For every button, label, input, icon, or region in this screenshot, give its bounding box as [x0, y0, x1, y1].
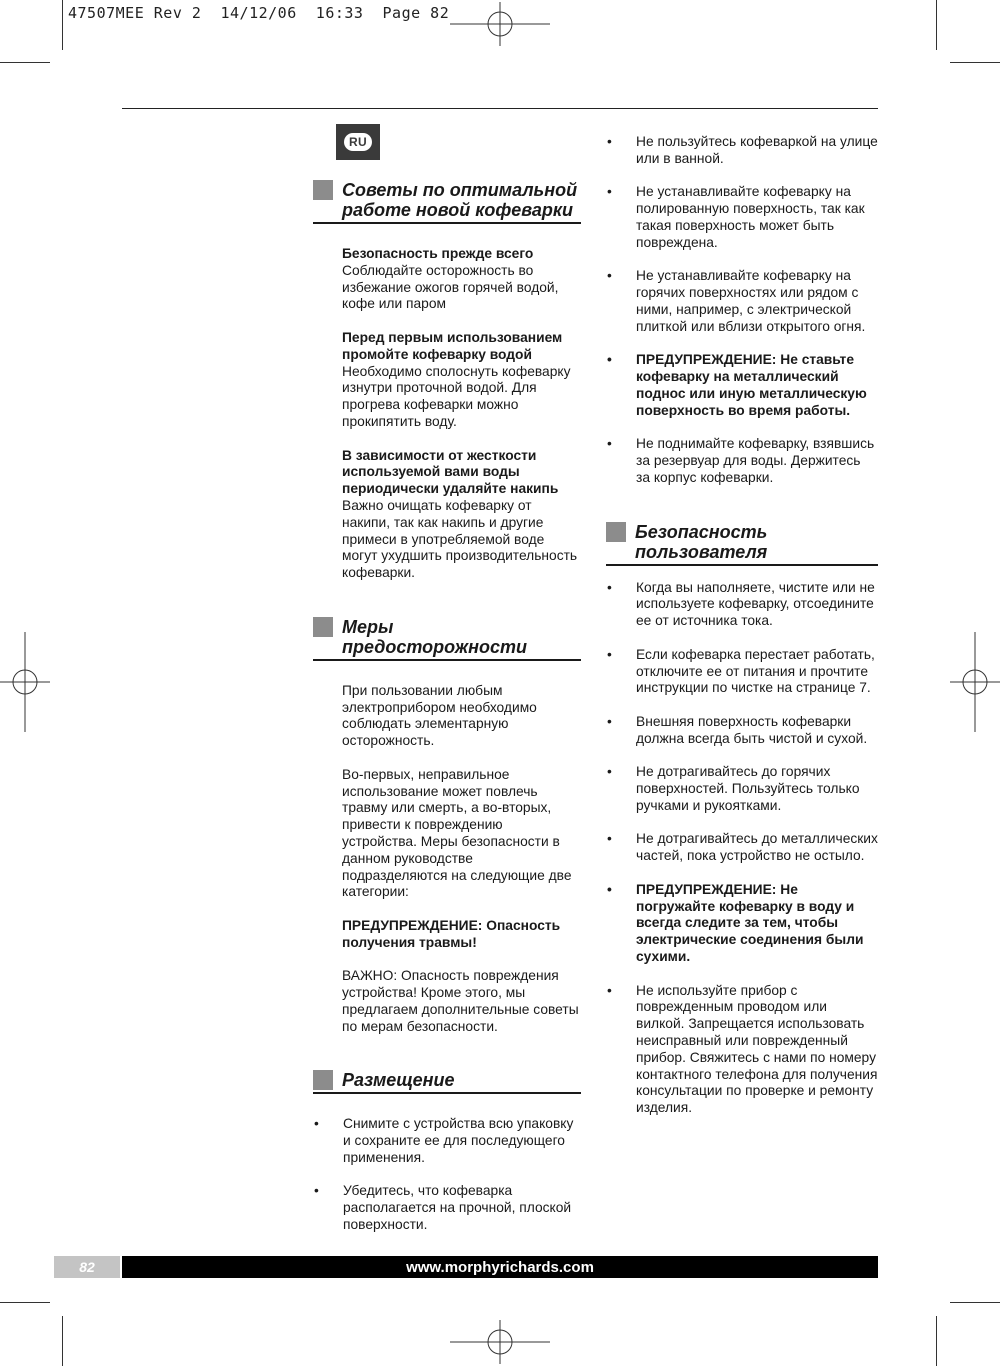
section-heading-tips [313, 178, 581, 224]
heading-text: Размещение [342, 1070, 455, 1091]
language-code: RU [344, 133, 372, 151]
paragraph [313, 246, 581, 313]
crop-mark [0, 62, 50, 63]
heading-text: Меры предосторожности [342, 616, 528, 657]
paragraph [313, 448, 581, 582]
list-item: • Не дотрагивайтесь до горячих поверхностей. Пользуйтесь только ручками и рукоятками. [606, 764, 878, 814]
crop-mark [936, 0, 937, 50]
placement-list-continued [606, 134, 878, 487]
list-item: • Не дотрагивайтесь до металлических частей, пока устройство не остыло. [606, 831, 878, 865]
user-safety-list [606, 580, 878, 1118]
crop-mark [950, 1302, 1000, 1303]
crop-mark [62, 1316, 63, 1366]
right-column [606, 134, 878, 1134]
list-item: • Снимите с устройства всю упаковку и сохраните ее для последующего применения. [313, 1116, 581, 1166]
section-heading-placement [313, 1068, 581, 1094]
paragraph-text: Соблюдайте осторожность во избежание ожогов горячей водой, кофе или паром [342, 262, 559, 312]
top-rule [122, 108, 878, 109]
list-item: • Не устанавливайте кофеварку на полированную поверхность, так как такая поверхность может быть повреждена. [606, 184, 878, 251]
registration-mark-icon [450, 1320, 550, 1364]
heading-square-icon [313, 180, 333, 200]
crop-mark [936, 1316, 937, 1366]
language-badge [336, 124, 380, 160]
paragraph-title: В зависимости от жесткости используемой вами воды периодически удаляйте накипь [342, 447, 559, 497]
footer-bar [122, 1256, 878, 1278]
registration-mark-icon [0, 632, 50, 732]
list-item: • Внешняя поверхность кофеварки должна всегда быть чистой и сухой. [606, 714, 878, 748]
print-header: 47507MEE Rev 2 14/12/06 16:33 Page 82 [68, 4, 450, 22]
paragraph [313, 918, 581, 952]
paragraph: При пользовании любым электроприбором необходимо соблюдать элементарную осторожность. [342, 682, 537, 749]
crop-mark [950, 62, 1000, 63]
section-heading-precautions [313, 615, 581, 661]
list-item: • Не используйте прибор с поврежденным проводом или вилкой. Запрещается использовать неисправный или поврежденный прибор. Свяжитесь с нами по номеру контактного телефона для получения консультации по проверке и ремонту изделия. [606, 983, 878, 1117]
placement-list [313, 1116, 581, 1234]
list-item: • Убедитесь, что кофеварка располагается на прочной, плоской поверхности. [313, 1183, 581, 1233]
page-number: 82 [54, 1256, 120, 1278]
paragraph: ВАЖНО: Опасность повреждения устройства! Кроме этого, мы предлагаем дополнительные советы по мерам безопасности. [342, 968, 579, 1034]
paragraph: Во-первых, неправильное использование может повлечь травму или смерть, а во-вторых, привести к повреждению устройства. Меры безопасности в данном руководстве подразделяются на следующие две категории: [342, 766, 572, 900]
heading-square-icon [313, 617, 333, 637]
list-item-warning: • ПРЕДУПРЕЖДЕНИЕ: Не ставьте кофеварку на металлический поднос или иную металлическую поверхность во время работы. [606, 352, 878, 419]
crop-mark [62, 0, 63, 50]
paragraph-title: Перед первым использованием промойте кофеварку водой [342, 329, 563, 362]
paragraph-text: Важно очищать кофеварку от накипи, так как накипь и другие примеси в употребляемой воде могут ухудшить производительность кофеварки. [342, 497, 578, 581]
website-link[interactable]: www.morphyrichards.com [406, 1258, 594, 1276]
heading-square-icon [313, 1070, 333, 1090]
list-item: • Не поднимайте кофеварку, взявшись за резервуар для воды. Держитесь за корпус кофеварки. [606, 436, 878, 486]
left-column [313, 178, 581, 1251]
list-item: • Не устанавливайте кофеварку на горячих поверхностях или рядом с ними, например, с электрической плиткой или вблизи открытого огня. [606, 268, 878, 335]
list-item: • Когда вы наполняете, чистите или не используете кофеварку, отсоедините ее от источника тока. [606, 580, 878, 630]
registration-mark-icon [450, 2, 550, 46]
list-item: • Если кофеварка перестает работать, отключите ее от питания и прочтите инструкции по чистке на странице 7. [606, 647, 878, 697]
paragraph-title: Безопасность прежде всего [342, 246, 534, 261]
crop-mark [0, 1302, 50, 1303]
list-item-warning: • ПРЕДУПРЕЖДЕНИЕ: Не погружайте кофеварку в воду и всегда следите за тем, чтобы электрические соединения были сухими. [606, 882, 878, 966]
heading-text: Советы по оптимальной работе новой кофеварки [342, 180, 578, 220]
warning-text: ПРЕДУПРЕЖДЕНИЕ: Опасность получения травмы! [342, 917, 561, 950]
list-item: • Не пользуйтесь кофеваркой на улице или в ванной. [606, 134, 878, 168]
heading-text: Безопасность пользователя [635, 521, 768, 562]
registration-mark-icon [950, 632, 1000, 732]
heading-square-icon [606, 522, 626, 542]
paragraph-text: Необходимо сполоснуть кофеварку изнутри проточной водой. Для прогрева кофеварки можно прокипятить воду. [342, 363, 571, 429]
paragraph [313, 330, 581, 431]
section-heading-user-safety [606, 520, 878, 566]
